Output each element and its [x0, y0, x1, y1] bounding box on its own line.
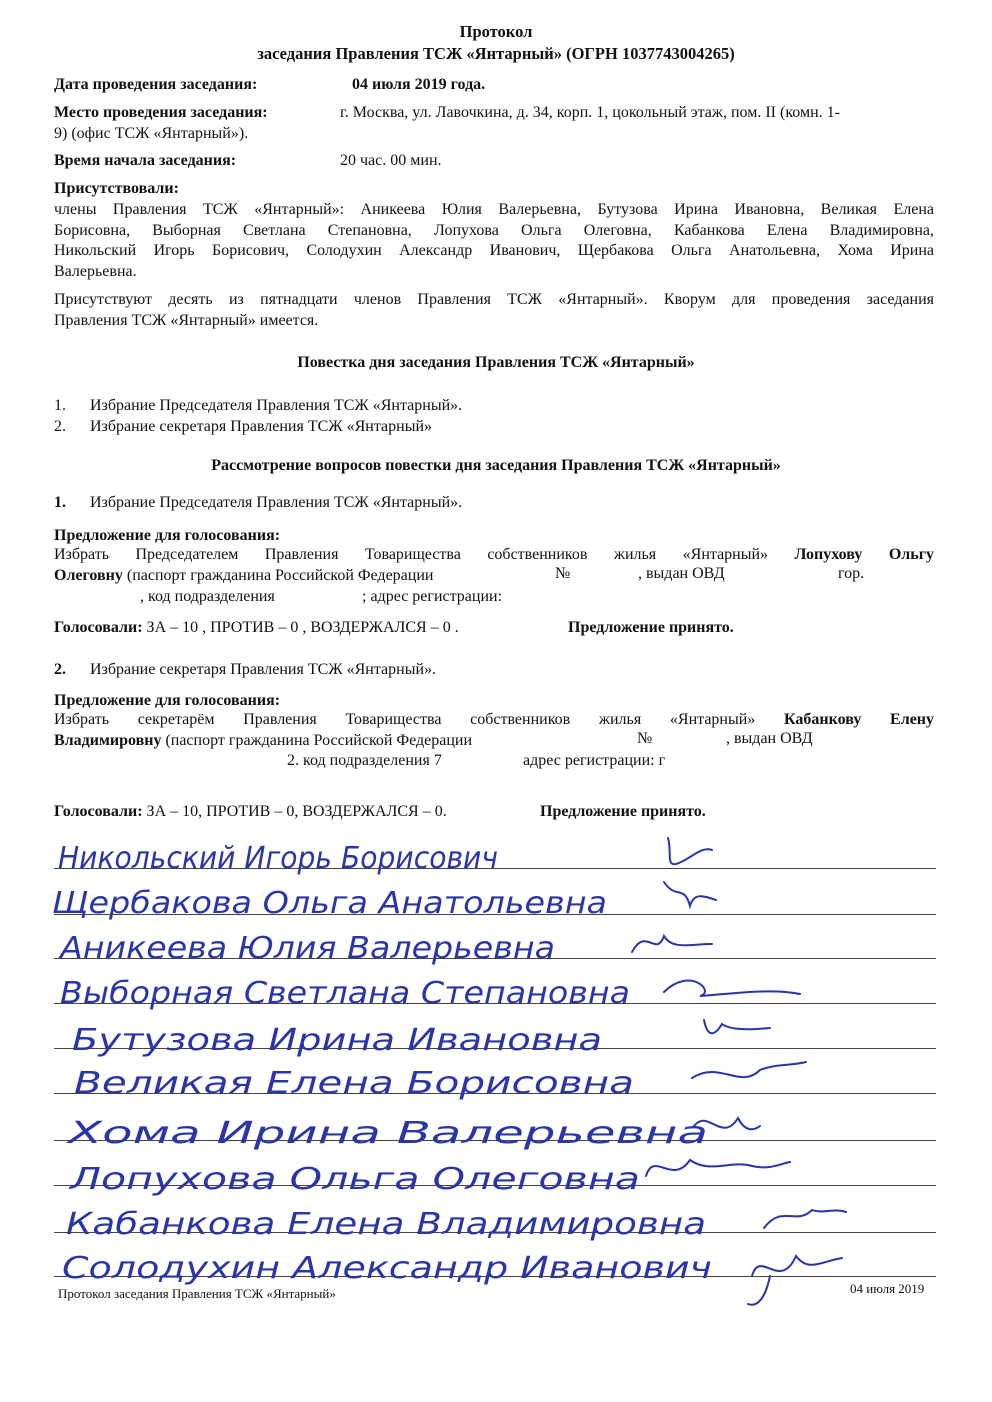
handwritten-name: Выборная Светлана Степановна — [60, 976, 630, 1011]
agenda-item-number: 1. — [54, 397, 66, 414]
date-value: 04 июля 2019 года. — [352, 76, 486, 93]
handwritten-name: Лопухова Ольга Олеговна — [68, 1162, 640, 1197]
attendance-line: Никольский Игорь Борисович, Солодухин Александр Иванович, Щербакова Ольга Анатольевна, Хома Ирина — [54, 242, 934, 259]
vote-decision: Предложение принято. — [568, 619, 734, 636]
agenda-item-text: Избрание секретаря Правления ТСЖ «Янтарный» — [90, 418, 433, 435]
attendance-line: члены Правления ТСЖ «Янтарный»: Аникеева Юлия Валерьевна, Бутузова Ирина Ивановна, Великая Елена — [54, 201, 934, 218]
agenda-item-number: 2. — [54, 418, 66, 435]
candidate-name: Олеговну — [54, 567, 123, 584]
quorum-text: Присутствуют десять из пятнадцати членов Правления ТСЖ «Янтарный». Кворум для проведения заседания — [54, 291, 934, 308]
signature-mark — [664, 882, 716, 906]
vote-label: Голосовали: — [54, 619, 143, 636]
doc-subtitle: заседания Правления ТСЖ «Янтарный» (ОГРН 1037743004265) — [257, 44, 735, 63]
candidate-name: Лопухову Ольгу — [794, 546, 934, 563]
passport-issued: , выдан ОВД — [638, 565, 725, 582]
handwritten-name: Аникеева Юлия Валерьевна — [57, 931, 555, 966]
question-number: 2. — [54, 661, 66, 678]
proposal-text: Избрать Председателем Правления Товарищества собственников жилья «Янтарный» — [54, 546, 769, 563]
agenda-heading: Повестка дня заседания Правления ТСЖ «Янтарный» — [297, 354, 695, 371]
candidate-name: Кабанкову Елену — [784, 711, 935, 728]
vote-counts: ЗА – 10, ПРОТИВ – 0, ВОЗДЕРЖАЛСЯ – 0. — [146, 803, 447, 820]
signature-mark — [748, 1256, 842, 1305]
consideration-heading: Рассмотрение вопросов повестки дня заседания Правления ТСЖ «Янтарный» — [211, 457, 781, 474]
passport-issued: , выдан ОВД — [726, 730, 813, 747]
place-value-1: г. Москва, ул. Лавочкина, д. 34, корп. 1, цокольный этаж, пом. II (комн. 1- — [340, 104, 840, 121]
handwritten-name: Солодухин Александр Иванович — [62, 1251, 712, 1286]
question-title: Избрание секретаря Правления ТСЖ «Янтарный». — [90, 661, 437, 678]
proposal-label: Предложение для голосования: — [54, 527, 281, 544]
handwritten-name: Бутузова Ирина Ивановна — [72, 1023, 602, 1058]
proposal-label: Предложение для голосования: — [54, 692, 281, 709]
proposal-text: Избрать секретарём Правления Товарищества собственников жилья «Янтарный» — [54, 711, 756, 728]
vote-label: Голосовали: — [54, 803, 143, 820]
signature-mark — [764, 1210, 846, 1228]
attendance-line: Валерьевна. — [54, 263, 137, 280]
doc-title: Протокол — [459, 22, 533, 41]
handwritten-name: Кабанкова Елена Владимировна — [66, 1207, 706, 1242]
vote-counts: ЗА – 10 , ПРОТИВ – 0 , ВОЗДЕРЖАЛСЯ – 0 . — [146, 619, 459, 636]
subdivision-text: 2. код подразделения 7 — [287, 752, 442, 769]
handwritten-name: Хома Ирина Валерьевна — [64, 1116, 709, 1151]
handwritten-name: Щербакова Ольга Анатольевна — [52, 886, 607, 921]
footer-right: 04 июля 2019 — [850, 1281, 925, 1296]
subdivision-text: , код подразделения — [140, 588, 275, 605]
attendance-line: Борисовна, Выборная Светлана Степановна, Лопухова Ольга Олеговна, Кабанкова Елена Владимировна, — [54, 222, 934, 239]
time-label: Время начала заседания: — [54, 152, 237, 169]
agenda-item-text: Избрание Председателя Правления ТСЖ «Янтарный». — [90, 397, 463, 414]
signature-mark — [632, 936, 712, 952]
address-text: адрес регистрации: г — [523, 752, 666, 769]
date-label: Дата проведения заседания: — [54, 76, 258, 93]
place-value-2: 9) (офис ТСЖ «Янтарный»). — [54, 125, 249, 142]
passport-number-label: № — [637, 730, 653, 747]
signature-mark — [664, 981, 800, 996]
passport-number-label: № — [555, 565, 571, 582]
signature-mark — [692, 1062, 806, 1078]
attendance-label: Присутствовали: — [54, 180, 179, 197]
passport-text: (паспорт гражданина Российской Федерации — [126, 567, 434, 584]
time-value: 20 час. 00 мин. — [340, 152, 442, 169]
handwritten-name: Великая Елена Борисовна — [74, 1066, 634, 1101]
signature-mark — [668, 838, 712, 864]
handwritten-name: Никольский Игорь Борисович — [58, 841, 498, 876]
vote-decision: Предложение принято. — [540, 803, 706, 820]
address-text: ; адрес регистрации: — [362, 588, 503, 605]
candidate-name: Владимировну — [54, 732, 162, 749]
signature-mark — [646, 1160, 790, 1176]
footer-left: Протокол заседания Правления ТСЖ «Янтарный» — [58, 1286, 336, 1301]
place-label: Место проведения заседания: — [54, 104, 268, 121]
quorum-text: Правления ТСЖ «Янтарный» имеется. — [54, 312, 319, 329]
passport-city: гор. — [838, 565, 865, 582]
question-title: Избрание Председателя Правления ТСЖ «Янтарный». — [90, 494, 463, 511]
question-number: 1. — [54, 494, 66, 511]
signature-mark — [704, 1020, 770, 1033]
passport-text: (паспорт гражданина Российской Федерации — [165, 732, 473, 749]
